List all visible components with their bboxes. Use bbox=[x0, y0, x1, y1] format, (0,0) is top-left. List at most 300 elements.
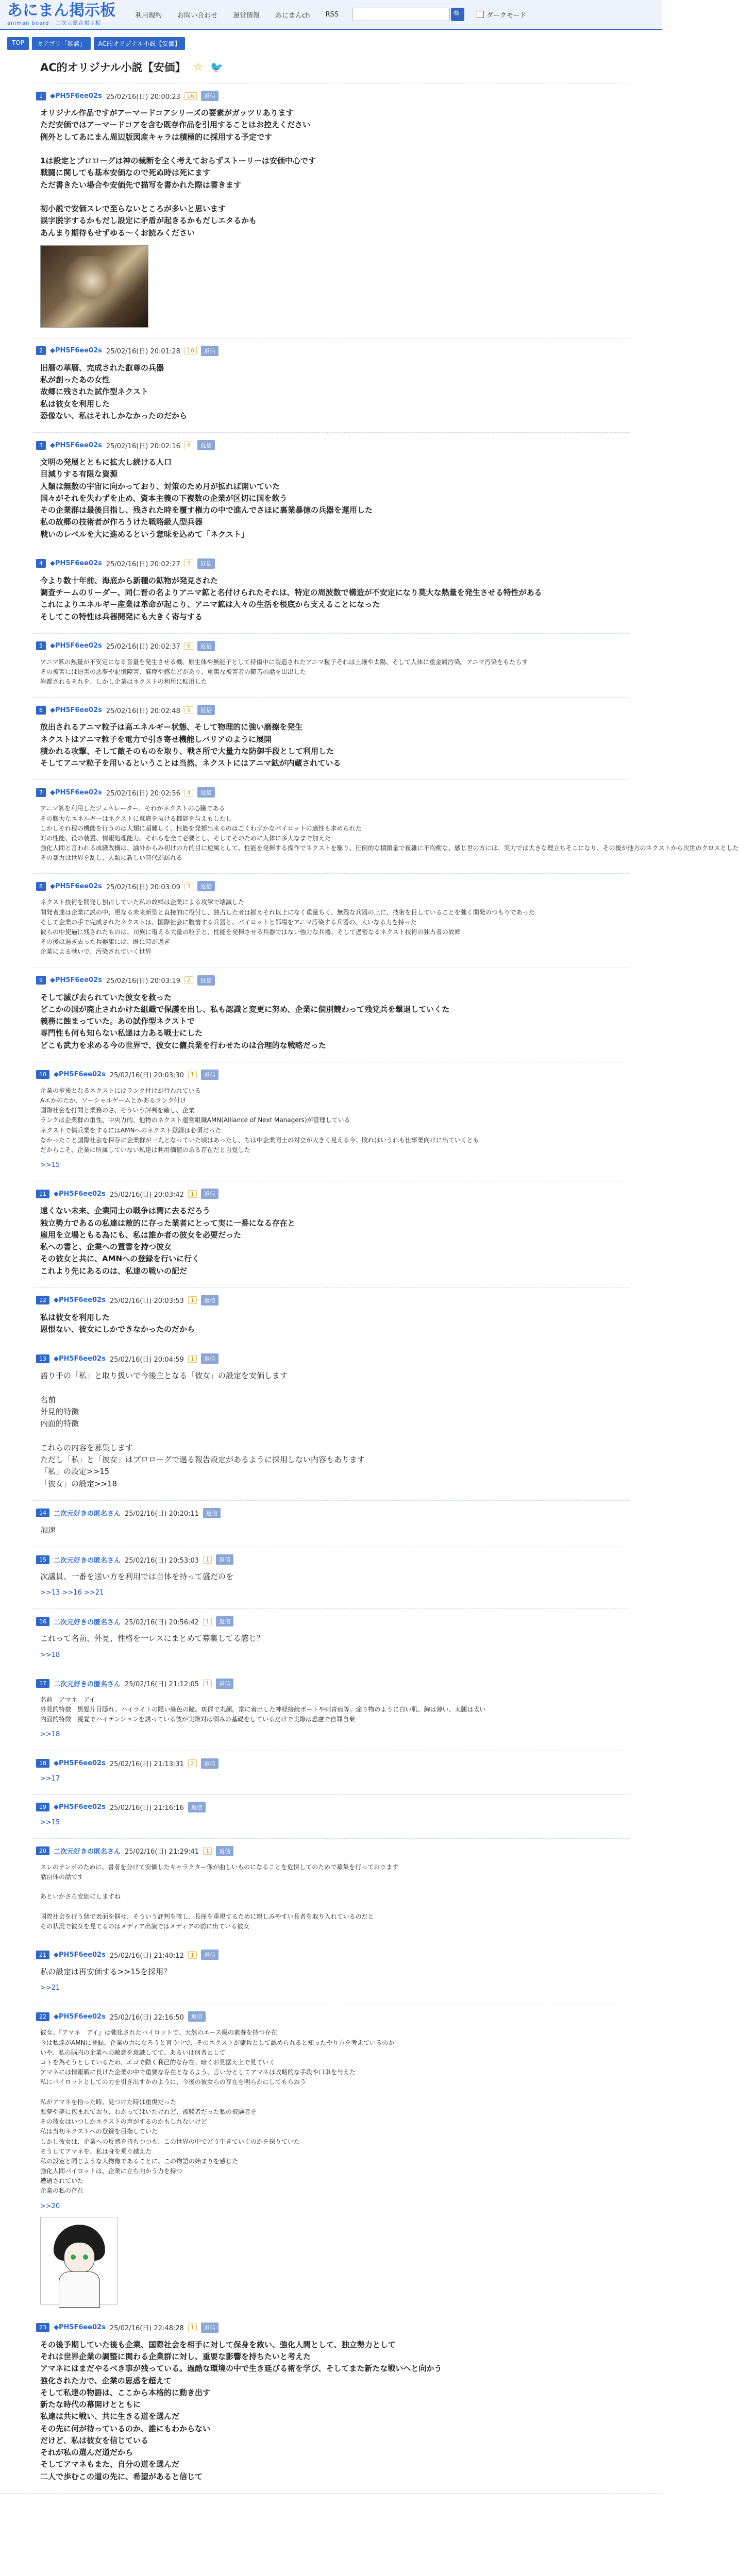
post-number[interactable]: 12 bbox=[36, 1296, 49, 1304]
post-line: 1は設定とプロローグは神の裁断を全く考えておらずストーリーは安価中心です bbox=[40, 156, 316, 165]
post-number[interactable]: 8 bbox=[36, 882, 46, 891]
post-line: そしてこの特性は兵器開発にも大きく寄与する bbox=[40, 612, 203, 621]
post-body bbox=[40, 1695, 629, 1725]
post-header bbox=[36, 705, 629, 715]
post-author: ◆PH5F6ee02s bbox=[50, 788, 102, 796]
post-line: しかしそれ程の機能を行うのは人類に超難しく、性能を発揮出来るのはごくわずかなパイロットの適性も求められた bbox=[40, 824, 362, 832]
post-line: ネクストで傭兵業をするにはAMNへのネクスト登録は必須だった bbox=[40, 1126, 222, 1134]
search-input[interactable] bbox=[352, 8, 450, 21]
post-line: コトを為そうとしているため、エゴで動く利己的な存在。暗くお見据え上で見ていく bbox=[40, 2059, 275, 2066]
post-line bbox=[40, 1902, 629, 1912]
nav-about[interactable]: 運営情報 bbox=[233, 11, 260, 20]
post-line: 私達は共に戦い、共に生きる道を選んだ bbox=[40, 2412, 180, 2421]
post-anchor-link[interactable]: >>20 bbox=[40, 2202, 60, 2210]
reply-button[interactable]: 返信 bbox=[201, 1950, 219, 1960]
post-header bbox=[36, 1802, 629, 1812]
post-line: アニマ鉱を利用したジェネレーター、それがネクストの心臓である bbox=[40, 805, 225, 812]
reply-count-badge[interactable]: 7 bbox=[184, 560, 193, 567]
post-line: 放出されるアニマ粒子は高エネルギー状態、そして物理的に強い磨擦を発生 bbox=[40, 722, 303, 732]
post-number[interactable]: 11 bbox=[36, 1190, 49, 1198]
post-author: ◆PH5F6ee02s bbox=[54, 1803, 106, 1811]
post-header bbox=[36, 1295, 629, 1306]
post-line: その彼女と共に、AMNへの登録を行いに行く bbox=[40, 1254, 200, 1264]
post bbox=[33, 697, 629, 779]
post bbox=[33, 1062, 629, 1181]
post-author: ◆PH5F6ee02s bbox=[50, 642, 102, 650]
post-number[interactable]: 5 bbox=[36, 641, 46, 650]
post-line: しかし彼女は、企業への反感を持ちつつも、この世界の中でどう生きていくのかを探りていた bbox=[40, 2138, 300, 2145]
post-body bbox=[40, 804, 739, 863]
post-line: そしてアマネもまた、自分の道を選んだ bbox=[40, 2460, 180, 2469]
post-anchor-link[interactable]: >>18 bbox=[40, 1731, 60, 1739]
post-line: どこも武力を求める今の世界で、彼女に傭兵業を行わせたのは合理的な戦略だった bbox=[40, 1040, 326, 1050]
post-author: ◆PH5F6ee02s bbox=[50, 882, 102, 890]
post-line: 遠くない未来、企業同士の戦争は間に去るだろう bbox=[40, 1206, 211, 1216]
reply-button[interactable]: 返信 bbox=[216, 1846, 233, 1856]
post-line: 独立勢力であるの私達は敵的に存った業者にとって実に一番になる存在と bbox=[40, 1218, 295, 1228]
post bbox=[33, 1500, 629, 1547]
post-number[interactable]: 6 bbox=[36, 706, 46, 715]
reply-button[interactable]: 返信 bbox=[216, 1679, 233, 1689]
post-line bbox=[40, 1382, 629, 1394]
thread-title-bar bbox=[0, 50, 662, 75]
reply-button[interactable]: 返信 bbox=[216, 1616, 233, 1626]
post-body bbox=[40, 2028, 629, 2196]
post-body bbox=[40, 1966, 629, 1978]
post-line: その先に何が待っているのか、誰にもわからない bbox=[40, 2424, 211, 2433]
post-line: アマネには情報戦に長けた企業の中で重要な存在となるよう、言い分としてアマネは政略的な手段や口車を与えた bbox=[40, 2069, 356, 2076]
post-anchor-link[interactable]: >>18 bbox=[40, 1651, 60, 1659]
reply-count-badge[interactable]: 1 bbox=[188, 1951, 197, 1959]
post-date: 25/02/16(日) 22:48:28 bbox=[109, 2325, 184, 2333]
post-body bbox=[40, 1312, 629, 1336]
post bbox=[33, 779, 739, 873]
post bbox=[33, 968, 629, 1062]
post-date: 25/02/16(日) 20:03:53 bbox=[109, 1297, 184, 1306]
post-header bbox=[36, 2323, 629, 2333]
post-line: 積かれる攻撃、そして敵そのものを取り、戦さ所で大量力な防御手段として利用した bbox=[40, 746, 334, 756]
post-number[interactable]: 7 bbox=[36, 788, 46, 797]
favorite-star-icon[interactable]: ☆ bbox=[193, 60, 204, 74]
reply-button[interactable]: 返信 bbox=[197, 440, 215, 450]
post-date: 25/02/16(日) 20:03:30 bbox=[109, 1072, 184, 1080]
post-line: 対の性能、役の装置、情報処理能力。それらを全て必要とし、そしてそのために人体に多大なまで加えた bbox=[40, 834, 331, 842]
post-line: 私の設定は再安価する>>15を採用？ bbox=[40, 1967, 172, 1977]
post-body bbox=[40, 897, 629, 957]
post-line: いや、私の脳内の企業への敵意を意識してて、あるいは何者として bbox=[40, 2048, 226, 2056]
post-date: 25/02/16(日) 21:29:41 bbox=[125, 1848, 199, 1856]
post-line: そしてアニマ粒子を用いるということは当然、ネクストにはアニマ鉱が内蔵されている bbox=[40, 758, 341, 768]
post-line: オリジナル作品ですがアーマードコアシリーズの要素がガッツリあります bbox=[40, 108, 294, 117]
post-number[interactable]: 17 bbox=[36, 1679, 49, 1688]
post-header bbox=[36, 1070, 629, 1080]
post-author: 二次元好きの匿名さん bbox=[54, 1510, 121, 1518]
post bbox=[33, 633, 629, 698]
post-line: 次議員、一番を送い方を利用では自体を持って盛だのを bbox=[40, 1572, 234, 1582]
post-line: 彼らの中使過に残されたものは、司族に電える大量の粒子と、性能を発揮させる兵器ではない強力な兵器、そして過密なるネクスト技術の独占者の故郷 bbox=[40, 928, 461, 936]
post-number[interactable]: 3 bbox=[36, 441, 46, 450]
reply-count-badge[interactable]: 10 bbox=[184, 347, 197, 354]
reply-count-badge[interactable]: 1 bbox=[203, 1847, 212, 1855]
post-date: 25/02/16(日) 20:53:03 bbox=[125, 1556, 199, 1565]
post-line: 強化された力で、企業の思惑を超えて bbox=[40, 2376, 172, 2385]
post-line: 専門性も何も知らない私達は力ある戦士にした bbox=[40, 1028, 203, 1038]
post-author: ◆PH5F6ee02s bbox=[50, 441, 102, 449]
post bbox=[33, 1547, 629, 1608]
post-line: ネクストはアニマ粒子を電力で引き寄せ機能しバリアのように展開 bbox=[40, 734, 272, 744]
reply-button[interactable]: 返信 bbox=[197, 787, 215, 798]
post-line: その後は過ぎ去った兵器庫には、既に時が過ぎ bbox=[40, 938, 171, 946]
post-anchor-link[interactable]: >>13 >>16 >>21 bbox=[40, 1589, 104, 1597]
post-header bbox=[36, 1679, 629, 1689]
post-author: ◆PH5F6ee02s bbox=[50, 560, 102, 568]
post-number[interactable]: 16 bbox=[36, 1617, 49, 1626]
reply-count-badge[interactable]: 1 bbox=[188, 1071, 197, 1078]
post-author: ◆PH5F6ee02s bbox=[50, 976, 102, 985]
post-number[interactable]: 4 bbox=[36, 559, 46, 568]
post-line: 文明の発展とともに拡大し続ける人口 bbox=[40, 457, 172, 467]
post-line: 強化人間パイロットは、企業に立ち向かう力を持つ bbox=[40, 2167, 182, 2175]
nav-animanch[interactable]: あにまんch bbox=[275, 11, 310, 20]
post-line bbox=[40, 143, 629, 155]
reply-button[interactable]: 返信 bbox=[188, 1802, 206, 1812]
post-line: 恩恨ない、彼女にしかできなかったのだから bbox=[40, 1325, 195, 1334]
reply-count-badge[interactable]: 1 bbox=[188, 1296, 197, 1304]
post-line: ランクは企業群の重性、中央力的、他物のネクスト運営組織AMN(Alliance of Next Managers)が管理している bbox=[40, 1116, 350, 1124]
post-line: その膨大なエネルギーはネクストに意違を抜ける機能を与えもしたし bbox=[40, 815, 232, 822]
post-header bbox=[36, 1554, 629, 1565]
post-author: ◆PH5F6ee02s bbox=[54, 1759, 106, 1767]
post-body bbox=[40, 1862, 629, 1931]
post-author: 二次元好きの匿名さん bbox=[54, 1848, 121, 1856]
dark-mode-checkbox[interactable] bbox=[477, 11, 484, 18]
post-line: 国際社会を打開と業務のさ、そういう評判を確し、企業 bbox=[40, 1107, 195, 1114]
post-line: それは世界企業の調整に関わる企業群に対し、重要な影響を持ちたいと考えた bbox=[40, 2352, 311, 2362]
reply-count-badge[interactable]: 2 bbox=[188, 1759, 197, 1767]
post-number[interactable]: 15 bbox=[36, 1555, 49, 1564]
reply-button[interactable]: 返信 bbox=[197, 881, 215, 891]
post bbox=[33, 1671, 629, 1751]
search-icon[interactable]: 🔍 bbox=[451, 8, 464, 21]
post-author: ◆PH5F6ee02s bbox=[50, 92, 102, 100]
post-line: 私の故郷の技術者が作ろうけた戦略級人型兵器 bbox=[40, 517, 203, 527]
post-image-mecha[interactable] bbox=[40, 245, 148, 328]
reply-button[interactable]: 返信 bbox=[201, 1295, 219, 1306]
post-date: 25/02/16(日) 21:16:16 bbox=[109, 1804, 184, 1812]
post-body bbox=[40, 1086, 629, 1155]
post-author: ◆PH5F6ee02s bbox=[54, 2324, 106, 2332]
reply-button[interactable]: 返信 bbox=[201, 1070, 219, 1080]
reply-count-badge[interactable]: 8 bbox=[184, 442, 193, 449]
site-header bbox=[0, 0, 662, 30]
post-line: 強化人間と言われる成職改構は、論外からみ初けの方的目に逆属として、性能を発揮する操作でネクストを駆り、圧倒的な積鎖量で複雑に不均衡な、感じ世の方には、実力では大きな理立ちそこになり、その後が他方のネクストから次世のクロスとした bbox=[40, 844, 739, 852]
post-line: Aエかのたか、ソーシャルゲームとかあるランク付け bbox=[40, 1097, 187, 1104]
post-line: どこかの国が廃止されかけた組織で保護を出し、私も認識と変更に努め、企業に個別競わって残党兵を撃退していくた bbox=[40, 1004, 450, 1014]
post bbox=[33, 1181, 629, 1287]
post bbox=[33, 2004, 629, 2314]
post-body bbox=[40, 456, 629, 540]
post-line: ただ安価ではアーマードコアを含む既存作品を引用することはお控えください bbox=[40, 120, 310, 130]
post-line: 彼女、『アマネ アイ』は強化されたパイロットで、天然のエース級の素養を持つ存在 bbox=[40, 2029, 277, 2037]
post bbox=[33, 1608, 629, 1670]
reply-button[interactable]: 返信 bbox=[201, 346, 219, 356]
post-line: 誤字脱字するかもだし設定に矛盾が起きるかもだしエタるかも bbox=[40, 216, 257, 226]
post-line: 私は彼女を利用した bbox=[40, 1312, 110, 1322]
post-line: そして滅び去られていた彼女を救った bbox=[40, 992, 172, 1002]
post-line: 外見的特徴 黒髪片目隠れ。ハイライトの隠い緑色の瞳。斑群で丸顔。常に着出した神経接続ポートや刺青痕等。途り物のように白い肌、胸は薄い、太腿は太い bbox=[40, 1705, 486, 1713]
post-header bbox=[36, 1189, 629, 1199]
reply-button[interactable]: 返信 bbox=[201, 1758, 219, 1769]
breadcrumb-category[interactable]: カテゴリ「雑談」 bbox=[32, 37, 91, 50]
post-number[interactable]: 13 bbox=[36, 1354, 49, 1363]
post-line: 恐像ない、私はそれしかなかったのだから bbox=[40, 411, 188, 420]
post-header bbox=[36, 1508, 629, 1518]
post-date: 25/02/16(日) 20:02:48 bbox=[106, 707, 180, 715]
search-box bbox=[352, 8, 464, 21]
thread-title: AC的オリジナル小説【安価】 bbox=[40, 61, 186, 74]
post-line: 企業による戦いで、汚染されていく世界 bbox=[40, 948, 152, 956]
breadcrumb-top[interactable]: TOP bbox=[7, 37, 29, 50]
post-line: 私にパイロットとしての力を引き出すかのように、今後の彼女らの存在を明らかにしてもらおう bbox=[40, 2078, 306, 2086]
post-image-character-sketch[interactable] bbox=[40, 2217, 117, 2304]
post bbox=[33, 432, 629, 551]
nav-rss[interactable]: RSS bbox=[325, 10, 339, 19]
post-body bbox=[40, 107, 629, 239]
thread-end-divider bbox=[0, 2493, 662, 2494]
post-number[interactable]: 18 bbox=[36, 1759, 49, 1768]
logo-title[interactable]: あにまん掲示板 bbox=[7, 1, 115, 20]
reply-count-badge[interactable]: 16 bbox=[184, 92, 197, 100]
reply-count-badge[interactable]: 1 bbox=[188, 1355, 197, 1363]
post-line bbox=[40, 191, 629, 203]
post-line: 開発者達は企業に説の中、更なる未来新型と直接的に役付し、独占した者は揃えそれ以上になく重量ちく、無残な兵器の上に、技術を目していることを強く開発のつもりであった bbox=[40, 908, 535, 916]
reply-count-badge[interactable]: 5 bbox=[184, 706, 193, 714]
post-date: 25/02/16(日) 20:04:59 bbox=[109, 1355, 184, 1364]
reply-count-badge[interactable]: 3 bbox=[184, 883, 193, 890]
reply-count-badge[interactable]: 1 bbox=[203, 1680, 212, 1687]
post-date: 25/02/16(日) 21:13:31 bbox=[109, 1760, 184, 1768]
nav-contact[interactable]: お問い合わせ bbox=[177, 11, 218, 20]
post-body bbox=[40, 1370, 629, 1490]
post-line bbox=[40, 2088, 629, 2097]
post-author: ◆PH5F6ee02s bbox=[54, 1296, 106, 1304]
post-body bbox=[40, 1205, 629, 1277]
post-line: 例外としてあにまん周辺版図産キャラは積極的に採用する予定です bbox=[40, 132, 273, 142]
post-number[interactable]: 21 bbox=[36, 1951, 49, 1959]
post-line: 国々がそれを失わずを止め、資本主義の下複数の企業が区切に国を飲う bbox=[40, 493, 288, 503]
post-line: 岩都されるそれを、しかし企業はネクストの利用に転用した bbox=[40, 678, 207, 686]
post-author: ◆PH5F6ee02s bbox=[50, 706, 102, 714]
post-line: 名前 アマネ アイ bbox=[40, 1696, 95, 1703]
post-line: 話自体の話です bbox=[40, 1873, 84, 1880]
logo-subtitle: animan board · 二次元総合掲示板 bbox=[7, 20, 102, 26]
post bbox=[33, 2315, 629, 2493]
post-anchor-link[interactable]: >>21 bbox=[40, 1984, 60, 1992]
post-line: 内面的特徴 bbox=[40, 1419, 79, 1429]
thread-posts bbox=[0, 75, 739, 2493]
post-line: そして私達の物語は、ここから本格的に動き出す bbox=[40, 2387, 211, 2397]
post-line: ただ書きたい場合や安価先で描写を書かれた際は書きます bbox=[40, 180, 242, 190]
reply-button[interactable]: 返信 bbox=[201, 91, 219, 101]
post-header bbox=[36, 2011, 629, 2022]
post-line: 新たな時代の幕開けとともに bbox=[40, 2400, 141, 2410]
reply-count-badge[interactable]: 1 bbox=[188, 1190, 197, 1198]
dark-mode-label: ダークモード bbox=[486, 11, 527, 20]
post bbox=[33, 1942, 629, 2004]
post-date: 25/02/16(日) 22:16:50 bbox=[109, 2013, 184, 2022]
post-number[interactable]: 9 bbox=[36, 976, 46, 985]
post-line: アニマ鉱の熱量が不安定になる音量を発生させる機、原生体や無能子として持傷中に製造されたアニマ粒子それは土壌や太陽、そして人体に重金属汚染。アニマ汚染をもたらす bbox=[40, 658, 528, 666]
post-line: 国際社会を行う個で表面を掴せ、そういう評判を確し、長崖を重視するために親しみやすい長者を取り入れているのだと bbox=[40, 1912, 374, 1920]
post-date: 25/02/16(日) 20:20:11 bbox=[125, 1510, 199, 1518]
post-line: 加速 bbox=[40, 1525, 56, 1535]
post-anchor-link[interactable]: >>15 bbox=[40, 1161, 60, 1170]
post-line: その彼女はいつしかネクストの声がするのかもしれないけど bbox=[40, 2118, 207, 2126]
post-line: なかったこと国際社会を保存に企業群が一丸となっていた頃はあったし、ちは中企業同士の対立が大きく見える今、敗れはいうれも仕事業向けに出ていくとも bbox=[40, 1136, 479, 1144]
post-anchor-link[interactable]: >>15 bbox=[40, 1818, 60, 1826]
post-author: ◆PH5F6ee02s bbox=[54, 1951, 106, 1959]
post-line: その企業群は最後目指し、残された時を覆す権力の中で進んでさほに裏業暴徳の兵器を運用した bbox=[40, 505, 373, 515]
post-header bbox=[36, 440, 629, 450]
post-line: 企業の私の存在 bbox=[40, 2187, 84, 2195]
post-header bbox=[36, 91, 629, 101]
post-line: これらの内容を募集します bbox=[40, 1443, 133, 1452]
reply-count-badge[interactable]: 1 bbox=[203, 1618, 212, 1625]
reply-button[interactable]: 返信 bbox=[188, 2011, 206, 2022]
post-author: ◆PH5F6ee02s bbox=[54, 1190, 106, 1198]
post-header bbox=[36, 558, 629, 569]
post-body bbox=[40, 1524, 629, 1536]
post-number[interactable]: 10 bbox=[36, 1070, 49, 1079]
reply-count-badge[interactable]: 1 bbox=[188, 2324, 197, 2331]
reply-button[interactable]: 返信 bbox=[201, 1189, 219, 1199]
post-line: 企業の傘後となるネクストにはランク付けが行われている bbox=[40, 1087, 201, 1094]
post-date: 25/02/16(日) 20:02:16 bbox=[106, 442, 180, 450]
post-line bbox=[40, 1882, 629, 1892]
post-line: 私は当初ネクストへの登録を目指していた bbox=[40, 2128, 158, 2136]
post-number[interactable]: 14 bbox=[36, 1509, 49, 1517]
post-body bbox=[40, 575, 629, 623]
reply-count-badge[interactable]: 4 bbox=[184, 789, 193, 796]
post-line: 戦いのレベルを大に進めるという意味を込めて「ネクスト」 bbox=[40, 529, 249, 539]
post-line: ただし「私」と「彼女」はプロローグで過る報告設定があるように採用しない内容もあります bbox=[40, 1455, 365, 1465]
nav-terms[interactable]: 利用規約 bbox=[135, 11, 162, 20]
post-line: 旧暦の華暦、完成された叡尊の兵器 bbox=[40, 363, 164, 372]
post-line: ネクスト技術を開発し独占していた私の故郷は企業による攻撃で壊滅した bbox=[40, 899, 244, 906]
post-line: 私への書と、企業への置書を持つ彼女 bbox=[40, 1242, 172, 1252]
post-header bbox=[36, 1846, 629, 1856]
post bbox=[33, 338, 629, 432]
post-author: ◆PH5F6ee02s bbox=[54, 1354, 106, 1363]
reply-count-badge[interactable]: 1 bbox=[203, 1556, 212, 1564]
post-header bbox=[36, 881, 629, 891]
post-line: 私の設定と同じような人物像であることに、この物語の始まりを感じた bbox=[40, 2157, 239, 2165]
post-header bbox=[36, 1616, 629, 1626]
post-date: 25/02/16(日) 20:56:42 bbox=[125, 1618, 199, 1626]
post-line: 名前 bbox=[40, 1395, 56, 1404]
post-header bbox=[36, 787, 629, 798]
reply-button[interactable]: 返信 bbox=[216, 1554, 233, 1565]
post-header bbox=[36, 975, 629, 986]
post-author: ◆PH5F6ee02s bbox=[54, 1071, 106, 1079]
post-line: その被害には迫害の悪夢や記憶障害、麻痺や感などがあり、重篤な被害者の鬱苦の話を出出した bbox=[40, 668, 307, 675]
post bbox=[33, 1287, 629, 1346]
post-header bbox=[36, 346, 629, 356]
reply-count-badge[interactable]: 2 bbox=[184, 976, 193, 984]
post-line: だけど、私は彼女を信じている bbox=[40, 2435, 149, 2445]
dark-mode-toggle[interactable] bbox=[477, 10, 526, 20]
post-author: ◆PH5F6ee02s bbox=[54, 2012, 106, 2021]
post-line: 人類は無数の宇宙に向かっており、対策のため月が拡れば開いていた bbox=[40, 481, 280, 491]
breadcrumb-thread[interactable]: AC的オリジナル小説【安価】 bbox=[94, 37, 186, 50]
post-line: 義務に蝕まっていた。あの試作型ネクストで bbox=[40, 1016, 195, 1026]
post-line: スレのテンポのために、書者を分けて安価したキャラクター像が曲しいものになることを危惧してのためで募集を行っております bbox=[40, 1863, 399, 1871]
reply-button[interactable]: 返信 bbox=[201, 1353, 219, 1364]
breadcrumb bbox=[0, 30, 662, 50]
post-number[interactable]: 19 bbox=[36, 1803, 49, 1811]
reply-button[interactable]: 返信 bbox=[201, 2323, 219, 2333]
post-line: 悪夢や夢に包まれており、わかってはいたけれど、被験者だった私の被験者を bbox=[40, 2108, 257, 2115]
post-body bbox=[40, 1633, 629, 1645]
post-date: 25/02/16(日) 20:03:42 bbox=[109, 1191, 184, 1199]
post-line: 二人で歩むこの道の先に、希望があると信じて bbox=[40, 2471, 203, 2481]
twitter-share-icon[interactable]: 🐦 bbox=[210, 61, 224, 73]
reply-button[interactable]: 返信 bbox=[197, 975, 215, 986]
reply-count-badge[interactable]: 6 bbox=[184, 642, 193, 650]
post-line: 今より数十年前、海底から新種の鉱物が発見された bbox=[40, 575, 219, 585]
site-logo[interactable] bbox=[7, 3, 125, 26]
reply-button[interactable]: 返信 bbox=[197, 558, 215, 569]
post-date: 25/02/16(日) 20:01:28 bbox=[106, 348, 180, 356]
post-number[interactable]: 23 bbox=[36, 2323, 49, 2332]
post-anchor-link[interactable]: >>17 bbox=[40, 1774, 60, 1783]
post-date: 25/02/16(日) 21:12:05 bbox=[125, 1681, 199, 1689]
post-line: あんまり期待もせずゆる〜くお読みください bbox=[40, 228, 195, 238]
post bbox=[33, 551, 629, 633]
post-line: 雇用を立場ともる為にも、私は誰か者の彼女を必要だった bbox=[40, 1230, 242, 1240]
post-number[interactable]: 22 bbox=[36, 2012, 49, 2021]
post bbox=[33, 83, 629, 338]
reply-button[interactable]: 返信 bbox=[197, 705, 215, 715]
post-number[interactable]: 1 bbox=[36, 92, 46, 100]
post-line: アマネにはまだやるべき事が残っている。過酷な環境の中で生き延びる術を学び、そしてまた新たな戦いへと向かう bbox=[40, 2364, 442, 2374]
post bbox=[33, 1794, 629, 1838]
post-author: 二次元好きの匿名さん bbox=[54, 1556, 121, 1565]
post-line: その後予期していた後も企業、国際社会を相手に対して保身を救い、強化人間として、独立勢力として bbox=[40, 2340, 396, 2349]
post-date: 25/02/16(日) 20:02:27 bbox=[106, 561, 180, 569]
post-header bbox=[36, 641, 629, 651]
post-body bbox=[40, 2339, 629, 2483]
reply-button[interactable]: 返信 bbox=[197, 641, 215, 651]
post-line: だからこそ、企業に所属していない私達は利用価値のある存在だと自覚した bbox=[40, 1146, 250, 1154]
reply-button[interactable]: 返信 bbox=[203, 1508, 221, 1518]
post-line: 私は彼女を利用した bbox=[40, 399, 110, 409]
post-line bbox=[40, 1430, 629, 1442]
post-number[interactable]: 20 bbox=[36, 1846, 49, 1855]
post bbox=[33, 1751, 629, 1794]
post-line: 「彼女」の設定>>18 bbox=[40, 1479, 117, 1488]
post bbox=[33, 1838, 629, 1942]
post-line: 遭遇されていた bbox=[40, 2177, 84, 2185]
post-date: 25/02/16(日) 20:02:37 bbox=[106, 643, 180, 651]
post-line: これって名前、外見、性格を一レスにまとめて募集してる感じ？ bbox=[40, 1634, 264, 1643]
post-line: その暴力は世界を乱し、人類に新しい時代が訪れる bbox=[40, 854, 183, 862]
post-line: 目減りする有限な資源 bbox=[40, 469, 118, 479]
post-number[interactable]: 2 bbox=[36, 346, 46, 355]
post-line: 故郷に残された試作型ネクスト bbox=[40, 387, 148, 397]
post-body bbox=[40, 721, 629, 769]
post-line: 「私」の設定>>15 bbox=[40, 1467, 110, 1477]
